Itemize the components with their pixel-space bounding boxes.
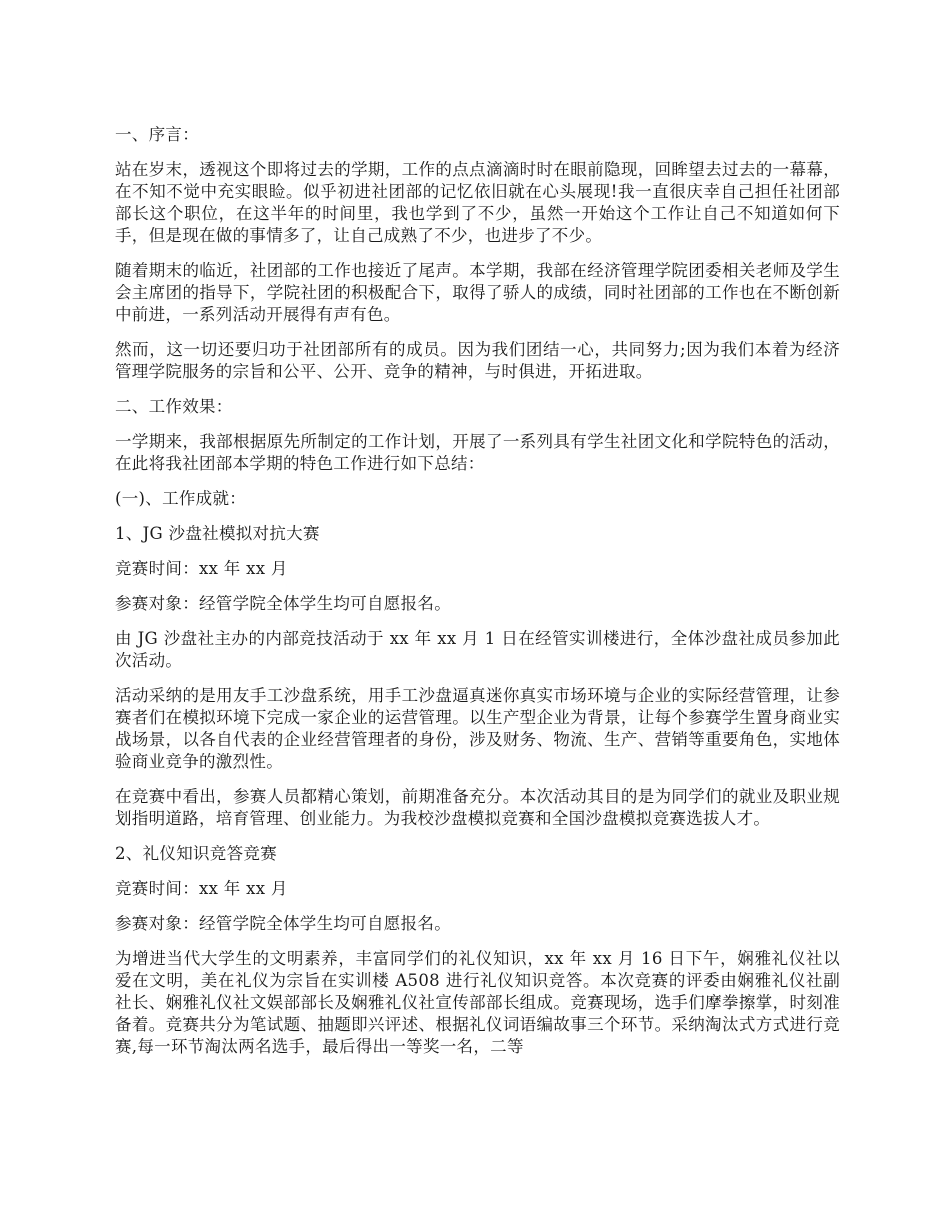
paragraph: 为增进当代大学生的文明素养，丰富同学们的礼仪知识，xx 年 xx 月 16 日下午，娴雅礼仪社以爱在文明，美在礼仪为宗旨在实训楼 A508 进行礼仪知识竞答。本次竞赛的评委由娴雅礼仪社副社长、娴雅礼仪社文娱部部长及娴雅礼仪社宣传部部长组成。竞赛现场，选手们摩拳擦掌，时刻准备着。竞赛共分为笔试题、抽题即兴评述、根据礼仪词语编故事三个环节。采纳淘汰式方式进行竞赛,每一环节淘汰两名选手，最后得出一等奖一名，二等 (115, 949, 840, 1056)
item-heading-etiquette-quiz: 2、礼仪知识竞答竞赛 (115, 844, 277, 863)
item-heading-sandtable-contest: 1、JG 沙盘社模拟对抗大赛 (115, 524, 320, 543)
paragraph: 站在岁末，透视这个即将过去的学期，工作的点点滴滴时时在眼前隐现，回眸望去过去的一幕幕，在不知不觉中充实眼睑。似乎初进社团部的记忆依旧就在心头展现!我一直很庆幸自己担任社团部部长这个职位，在这半年的时间里，我也学到了不少，虽然一开始这个工作让自己不知道如何下手，但是现在做的事情多了，让自己成熟了不少，也进步了不少。 (115, 160, 840, 245)
section-heading-preface: 一、序言： (115, 125, 199, 144)
paragraph: 一学期来，我部根据原先所制定的工作计划，开展了一系列具有学生社团文化和学院特色的活动，在此将我社团部本学期的特色工作进行如下总结： (115, 432, 840, 473)
document-body (115, 124, 840, 1071)
paragraph: 活动采纳的是用友手工沙盘系统，用手工沙盘逼真迷你真实市场环境与企业的实际经营管理，让参赛者们在模拟环境下完成一家企业的运营管理。以生产型企业为背景，让每个参赛学生置身商业实战场景，以各自代表的企业经营管理者的身份，涉及财务、物流、生产、营销等重要角色，实地体验商业竞争的激烈性。 (115, 686, 840, 771)
paragraph: 参赛对象：经管学院全体学生均可自愿报名。 (115, 914, 451, 933)
paragraph: 随着期末的临近，社团部的工作也接近了尾声。本学期，我部在经济管理学院团委相关老师及学生会主席团的指导下，学院社团的积极配合下，取得了骄人的成绩，同时社团部的工作也在不断创新中前进，一系列活动开展得有声有色。 (115, 261, 840, 324)
paragraph: 由 JG 沙盘社主办的内部竞技活动于 xx 年 xx 月 1 日在经管实训楼进行，全体沙盘社成员参加此次活动。 (115, 629, 840, 670)
section-heading-results: 二、工作效果： (115, 397, 233, 416)
paragraph: 参赛对象：经管学院全体学生均可自愿报名。 (115, 594, 451, 613)
subsection-heading-achievements: (一)、工作成就： (115, 489, 247, 508)
paragraph: 在竞赛中看出，参赛人员都精心策划，前期准备充分。本次活动其目的是为同学们的就业及职业规划指明道路，培育管理、创业能力。为我校沙盘模拟竞赛和全国沙盘模拟竞赛选拔人才。 (115, 787, 840, 828)
paragraph: 竞赛时间：xx 年 xx 月 (115, 879, 288, 898)
paragraph: 然而，这一切还要归功于社团部所有的成员。因为我们团结一心，共同努力;因为我们本着为经济管理学院服务的宗旨和公平、公开、竞争的精神，与时俱进，开拓进取。 (115, 340, 840, 381)
paragraph: 竞赛时间：xx 年 xx 月 (115, 559, 288, 578)
